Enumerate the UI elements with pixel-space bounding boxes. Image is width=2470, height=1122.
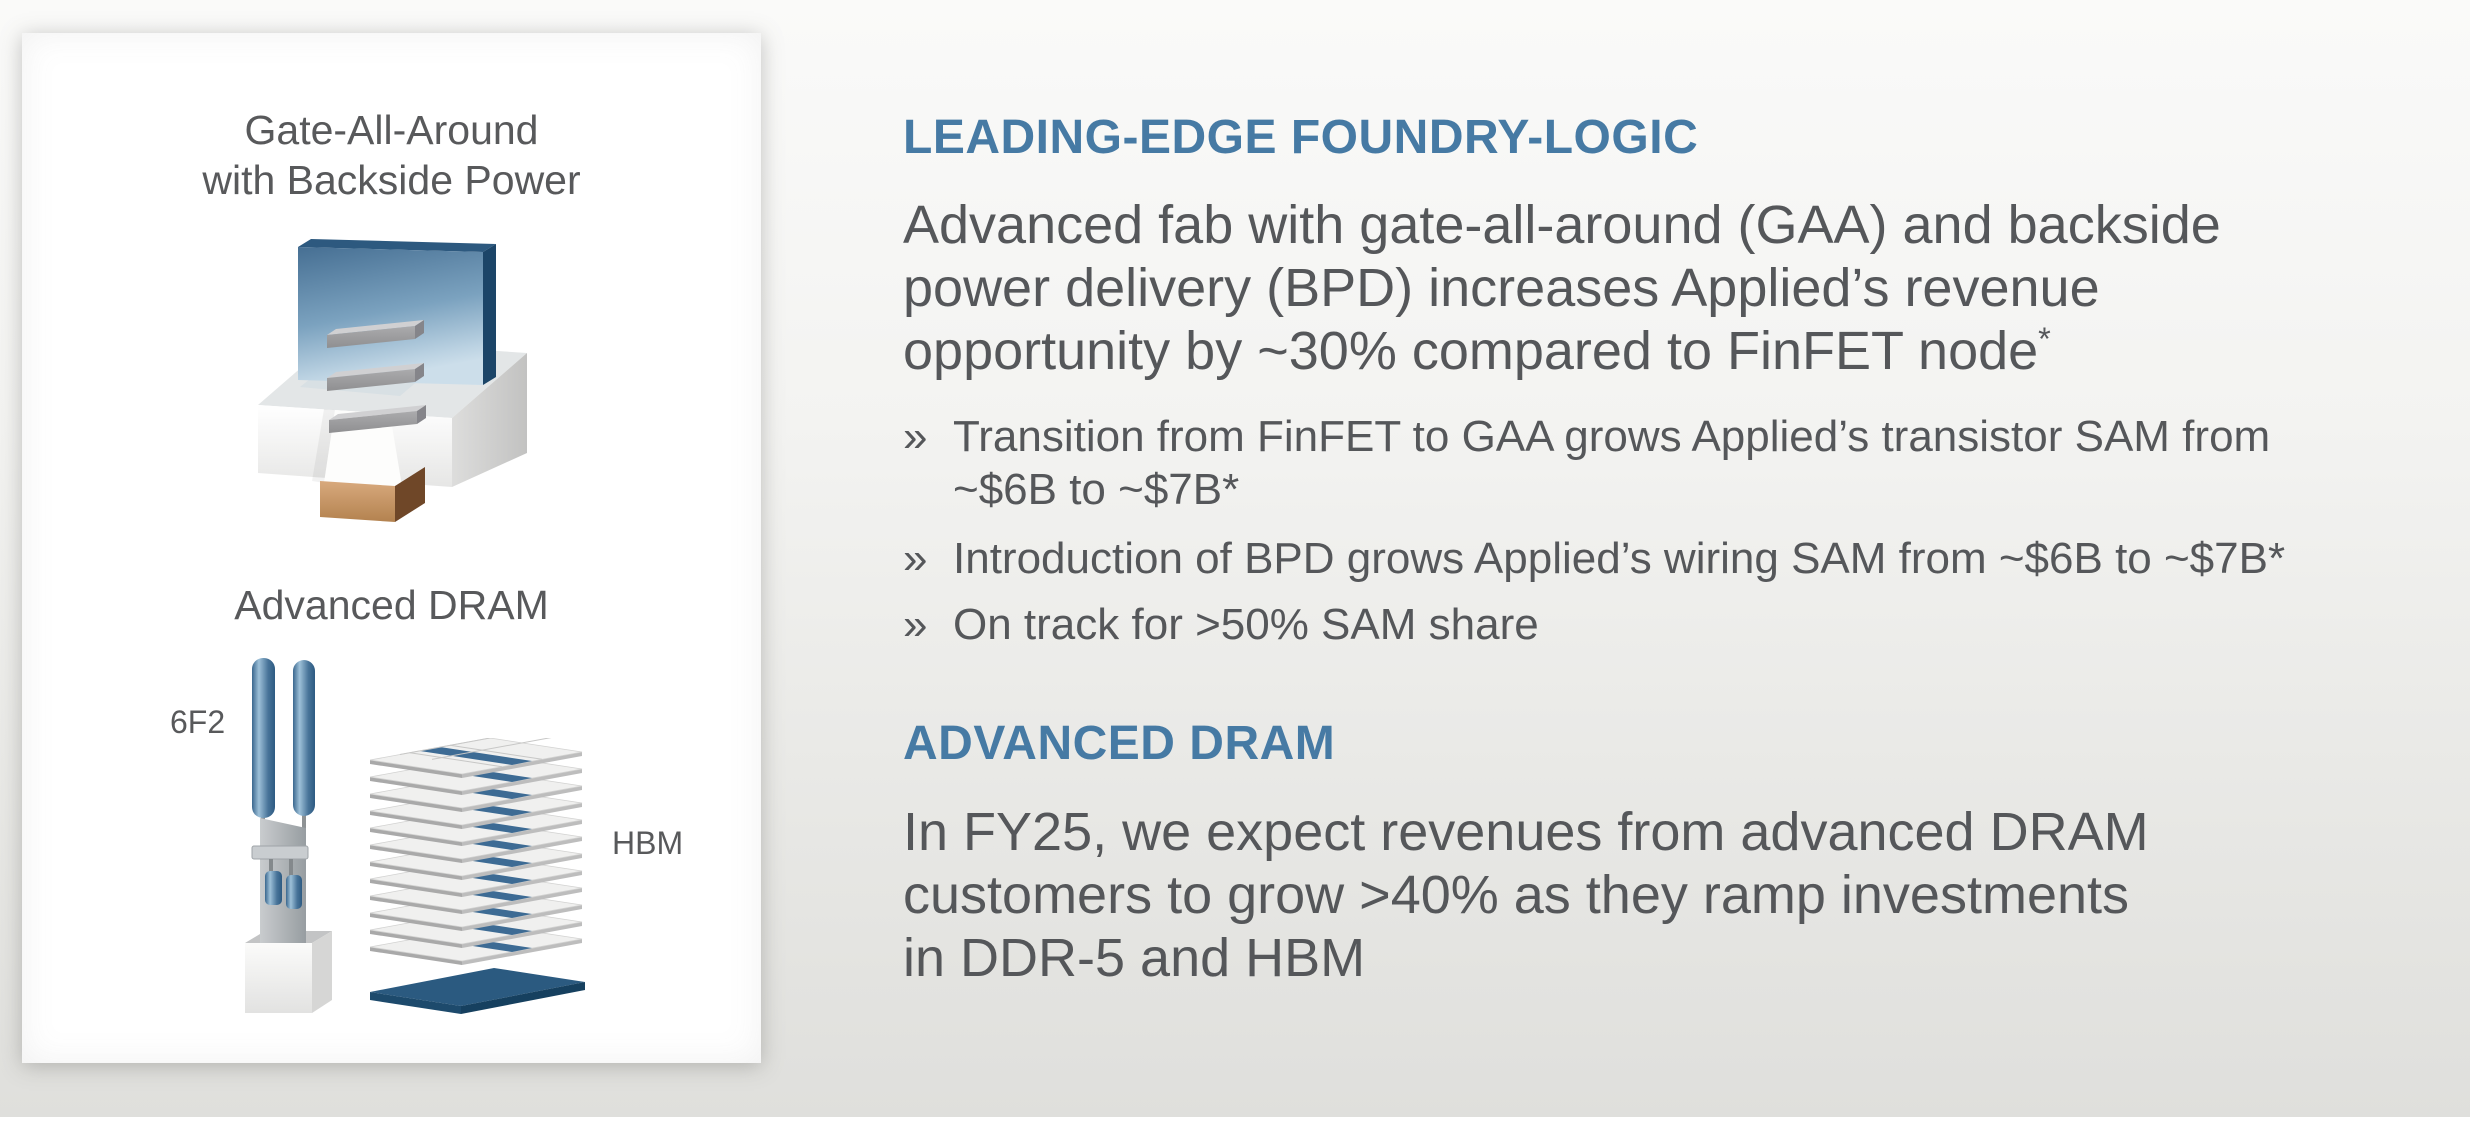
capsule-stem [269,859,273,873]
box-right [312,931,332,1013]
illustration-card [22,33,761,1063]
gaa-slab-side [483,244,496,385]
label-6f2: 6F2 [170,704,226,740]
gaa-transistor-illustration [240,205,570,545]
gaa-card-title-line2: with Backside Power [202,157,581,203]
label-hbm: HBM [612,825,684,861]
bullet-item-wiring-sam [903,532,2285,585]
bullet-item-transistor-sam [903,410,2270,516]
box-front [245,943,312,1013]
paragraph-line-text: opportunity by ~30% compared to FinFET node [903,321,2039,381]
bullet-text: Introduction of BPD grows Applied’s wiring SAM from ~$6B to ~$7B* [953,534,2286,583]
section-heading-advanced-dram: ADVANCED DRAM [903,717,1336,770]
advanced-dram-paragraph [903,801,2149,990]
wordline-bracket [252,846,308,859]
section-heading-foundry-logic: LEADING-EDGE FOUNDRY-LOGIC [903,111,1699,164]
dram-6f2-illustration [240,650,345,1020]
bitline-capsule [286,875,302,909]
bullet-text: On track for >50% SAM share [953,600,1539,649]
bullet-marker: » [903,600,928,649]
bullet-line: Transition from FinFET to GAA grows Applied’s transistor SAM from [953,412,2271,461]
paragraph-line: in DDR-5 and HBM [903,928,1366,988]
footnote-asterisk: * [2038,321,2051,357]
bullet-item-sam-share [903,598,1539,651]
foundry-logic-paragraph [903,194,2221,383]
bullet-marker: » [903,412,928,461]
capacitor-pillar [252,658,275,818]
paragraph-line: Advanced fab with gate-all-around (GAA) and backside [903,195,2221,255]
bullet-line: ~$6B to ~$7B* [953,465,1240,514]
gaa-card-title-line1: Gate-All-Around [244,107,539,153]
hbm-stack-illustration [370,738,585,1023]
dram-card-title: Advanced DRAM [234,582,549,628]
paragraph-line [903,320,2221,383]
gaa-copper-front [320,481,395,522]
gaa-card-title [22,105,761,205]
paragraph-line: In FY25, we expect revenues from advanced DRAM [903,802,2149,862]
bullet-marker: » [903,534,928,583]
bitline-capsule [265,871,282,905]
capacitor-pillar [293,660,315,816]
paragraph-line: customers to grow >40% as they ramp investments [903,865,2130,925]
capsule-stem [289,859,293,877]
paragraph-line: power delivery (BPD) increases Applied’s revenue [903,258,2100,318]
bullet-text [953,410,2270,516]
gaa-slab-front [298,247,483,385]
